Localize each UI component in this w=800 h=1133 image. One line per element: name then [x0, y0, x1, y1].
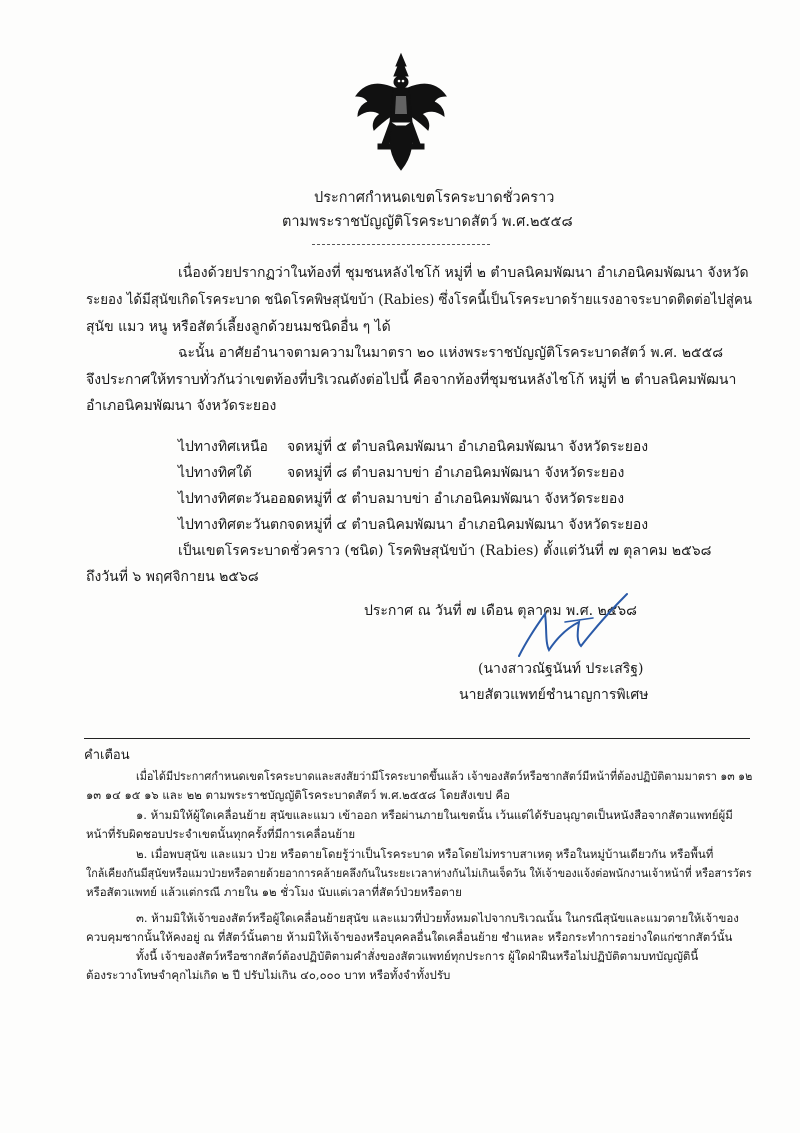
- warning-line-3: ๑. ห้ามมิให้ผู้ใดเคลื่อนย้าย สุนัขและแมว เข้าออก หรือผ่านภายในเขตนั้น เว้นแต่ได้รับอนุญาตเป็นหนังสือจากสัตวแพทย์ผู้มี: [136, 808, 733, 822]
- para1-line-1: เนื่องด้วยปรากฏว่าในท้องที่ ชุมชนหลังไชโก้ หมู่ที่ ๒ ตำบลนิคมพัฒนา อำเภอนิคมพัฒนา จังหวัด: [178, 265, 749, 281]
- warning-line-11: ต้องระวางโทษจำคุกไม่เกิด ๒ ปี ปรับไม่เกิน ๔๐,๐๐๐ บาท หรือทั้งจำทั้งปรับ: [86, 968, 451, 982]
- warning-line-1: เมื่อได้มีประกาศกำหนดเขตโรคระบาดและสงสัยว่ามีโรคระบาดขึ้นแล้ว เจ้าของสัตว์หรือซากสัตว์มีหน้าที่ต้องปฏิบัติตามมาตรา ๑๓ ๑๒: [136, 769, 753, 783]
- boundary-south-detail: จดหมู่ที่ ๘ ตำบลมาบข่า อำเภอนิคมพัฒนา จังหวัดระยอง: [287, 465, 625, 481]
- warning-line-2: ๑๓ ๑๔ ๑๕ ๑๖ และ ๒๒ ตามพระราชบัญญัติโรคระบาดสัตว์ พ.ศ.๒๕๕๘ โดยสังเขป คือ: [86, 788, 511, 802]
- para2-line-2: จึงประกาศให้ทราบทั่วกันว่าเขตท้องที่บริเวณดังต่อไปนี้ คือจากท้องที่ชุมชนหลังไชโก้ หมู่ที่ ๒ ตำบลนิคมพัฒนา: [86, 372, 737, 388]
- boundary-north-detail: จดหมู่ที่ ๕ ตำบลนิคมพัฒนา อำเภอนิคมพัฒนา จังหวัดระยอง: [287, 439, 649, 455]
- boundary-east-direction: ไปทางทิศตะวันออก: [178, 491, 296, 507]
- boundary-east-detail: จดหมู่ที่ ๕ ตำบลมาบข่า อำเภอนิคมพัฒนา จังหวัดระยอง: [287, 491, 625, 507]
- warning-heading: คำเตือน: [84, 748, 130, 763]
- signature-icon: [515, 588, 630, 660]
- boundary-south-direction: ไปทางทิศใต้: [178, 465, 252, 481]
- warning-line-5: ๒. เมื่อพบสุนัข และแมว ป่วย หรือตายโดยรู้ว่าเป็นโรคระบาด หรือโดยไม่ทราบสาเหตุ หรือในหมู่บ้านเดียวกัน หรือพื้นที่: [136, 847, 714, 861]
- announce-date: ประกาศ ณ วันที่ ๗ เดือน ตุลาคม พ.ศ. ๒๕๖๘: [364, 603, 637, 619]
- title-line-2: ตามพระราชบัญญัติโรคระบาดสัตว์ พ.ศ.๒๕๕๘: [282, 214, 573, 230]
- warning-divider: [84, 738, 750, 739]
- warning-line-4: หน้าที่รับผิดชอบประจำเขตนั้นทุกครั้งที่มีการเคลื่อนย้าย: [86, 827, 356, 841]
- para2-line-1: ฉะนั้น อาศัยอำนาจตามความในมาตรา ๒๐ แห่งพระราชบัญญัติโรคระบาดสัตว์ พ.ศ. ๒๕๕๘: [178, 345, 724, 361]
- warning-line-7: หรือสัตวแพทย์ แล้วแต่กรณี ภายใน ๑๒ ชั่วโมง นับแต่เวลาที่สัตว์ป่วยหรือตาย: [86, 885, 462, 899]
- warning-line-9: ควบคุมซากนั้นให้คงอยู่ ณ ที่สัตว์นั้นตาย ห้ามมิให้เจ้าของหรือบุคคลอื่นใดเคลื่อนย้าย ชำแหละ หรือกระทำการอย่างใดแก่ซากสัตว์นั้น: [86, 930, 733, 944]
- title-line-1: ประกาศกำหนดเขตโรคระบาดชั่วคราว: [314, 190, 555, 206]
- signer-position: นายสัตวแพทย์ชำนาญการพิเศษ: [459, 687, 649, 703]
- para1-line-2: ระยอง ได้มีสุนัขเกิดโรคระบาด ชนิดโรคพิษสุนัขบ้า (Rabies) ซึ่งโรคนี้เป็นโรคระบาดร้ายแรงอาจระบาดติดต่อไปสู่คน: [86, 292, 752, 308]
- boundary-north-direction: ไปทางทิศเหนือ: [178, 439, 268, 455]
- boundary-west-direction: ไปทางทิศตะวันตก: [178, 517, 288, 533]
- signer-name: (นางสาวณัฐนันท์ ประเสริฐ): [478, 661, 644, 677]
- para3-line-2: ถึงวันที่ ๖ พฤศจิกายน ๒๕๖๘: [86, 569, 259, 585]
- garuda-emblem-icon: [352, 52, 450, 172]
- title-separator: [312, 244, 490, 245]
- warning-line-10: ทั้งนี้ เจ้าของสัตว์หรือซากสัตว์ต้องปฏิบัติตามคำสั่งของสัตวแพทย์ทุกประการ ผู้ใดฝ่าฝืนหรือไม่ปฏิบัติตามบทบัญญัตินี้: [136, 949, 699, 963]
- warning-line-8: ๓. ห้ามมิให้เจ้าของสัตว์หรือผู้ใดเคลื่อนย้ายสุนัข และแมวที่ป่วยทั้งหมดไปจากบริเวณนั้น ในกรณีสุนัขและแมวตายให้เจ้าของ: [136, 911, 739, 925]
- boundary-west-detail: จดหมู่ที่ ๔ ตำบลนิคมพัฒนา อำเภอนิคมพัฒนา จังหวัดระยอง: [287, 517, 649, 533]
- warning-line-6: ใกล้เคียงกันมีสุนัขหรือแมวป่วยหรือตายด้วยอาการคล้ายคลึงกันในระยะเวลาห่างกันไม่เกินเจ็ดวัน ให้เจ้าของแจ้งต่อพนักงานเจ้าหน้าที่ หรือสารวัตร: [86, 866, 752, 880]
- para2-line-3: อำเภอนิคมพัฒนา จังหวัดระยอง: [86, 398, 277, 414]
- para1-line-3: สุนัข แมว หนู หรือสัตว์เลี้ยงลูกด้วยนมชนิดอื่น ๆ ได้: [86, 319, 391, 335]
- para3-line-1: เป็นเขตโรคระบาดชั่วคราว (ชนิด) โรคพิษสุนัขบ้า (Rabies) ตั้งแต่วันที่ ๗ ตุลาคม ๒๕๖๘: [178, 543, 712, 559]
